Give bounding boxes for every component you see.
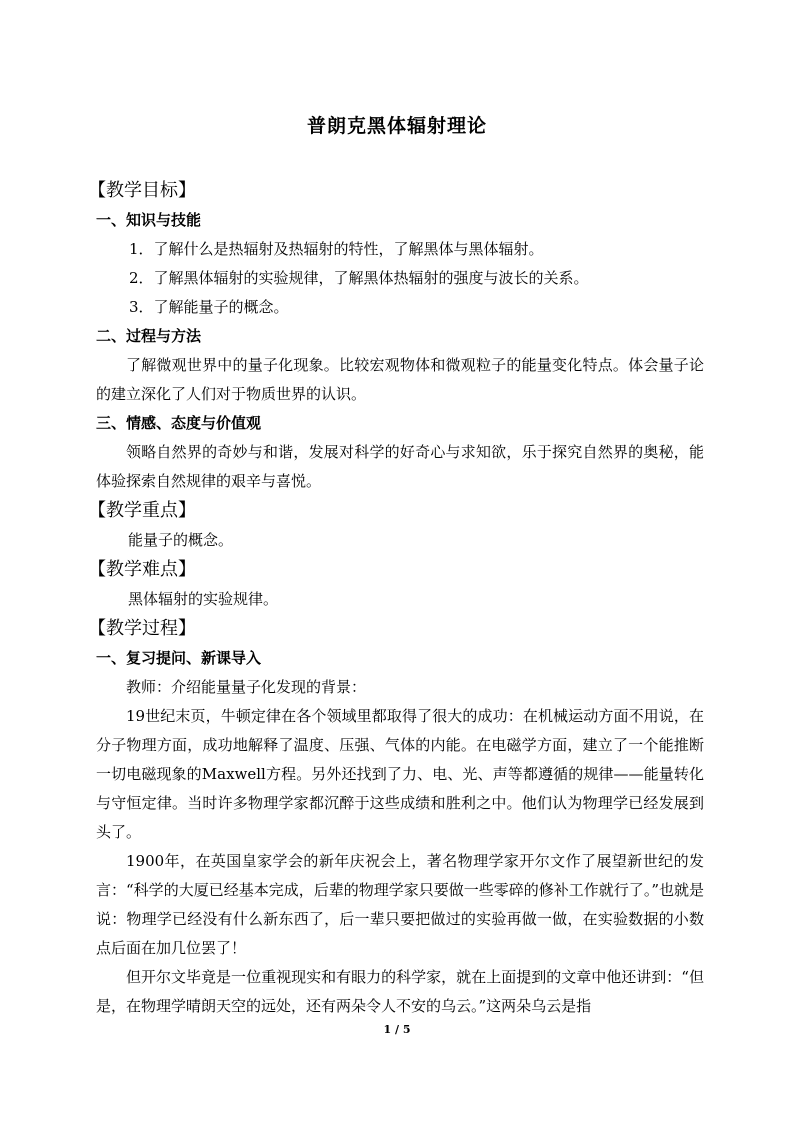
document-title: 普朗克黑体辐射理论 [306, 115, 487, 137]
paragraph: 黑体辐射的实验规律。 [128, 590, 279, 608]
paragraph: 能量子的概念。 [128, 531, 234, 549]
subheading-knowledge: 一、知识与技能 [96, 211, 202, 229]
subheading-process: 二、过程与方法 [96, 327, 202, 345]
section-header-objectives: 【教学目标】 [88, 180, 196, 201]
list-item: 1．了解什么是热辐射及热辐射的特性，了解黑体与黑体辐射。 [129, 240, 544, 258]
paragraph: 1900年，在英国皇家学会的新年庆祝会上，著名物理学家开尔文作了展望新世纪的发言：“科学的大厦已经基本完成，后辈的物理学家只要做一些零碎的修补工作就行了。”也就是说：物理学已经没有什么新东西了，后一辈只要把做过的实验再做一做，在实验数据的小数点后面在加几位罢了！ [96, 852, 704, 957]
paragraph: 19世纪末页，牛顿定律在各个领域里都取得了很大的成功：在机械运动方面不用说，在分子物理方面，成功地解释了温度、压强、气体的内能。在电磁学方面，建立了一个能推断一切电磁现象的Maxwell方程。另外还找到了力、电、光、声等都遵循的规律——能量转化与守恒定律。当时许多物理学家都沉醉于这些成绩和胜利之中。他们认为物理学已经发展到头了。 [96, 707, 704, 841]
section-header-teaching-process: 【教学过程】 [88, 618, 196, 639]
section-header-difficulty: 【教学难点】 [88, 559, 196, 580]
paragraph: 领略自然界的奇妙与和谐，发展对科学的好奇心与求知欲，乐于探究自然界的奥秘，能体验探索自然规律的艰辛与喜悦。 [96, 443, 704, 490]
list-item: 2．了解黑体辐射的实验规律，了解黑体热辐射的强度与波长的关系。 [129, 269, 589, 287]
paragraph: 教师：介绍能量量子化发现的背景： [126, 678, 367, 696]
section-header-key-point: 【教学重点】 [88, 500, 196, 521]
list-item: 3．了解能量子的概念。 [129, 298, 289, 316]
document-body [88, 176, 704, 1021]
page-number: 1 / 5 [383, 1023, 411, 1036]
paragraph: 但开尔文毕竟是一位重视现实和有眼力的科学家，就在上面提到的文章中他还讲到：“但是，在物理学晴朗天空的远处，还有两朵令人不安的乌云。”这两朵乌云是指 [96, 968, 704, 1015]
subheading-emotion: 三、情感、态度与价值观 [96, 414, 262, 432]
paragraph: 了解微观世界中的量子化现象。比较宏观物体和微观粒子的能量变化特点。体会量子论的建立深化了人们对于物质世界的认识。 [96, 356, 704, 403]
subheading-review: 一、复习提问、新课导入 [96, 649, 262, 667]
